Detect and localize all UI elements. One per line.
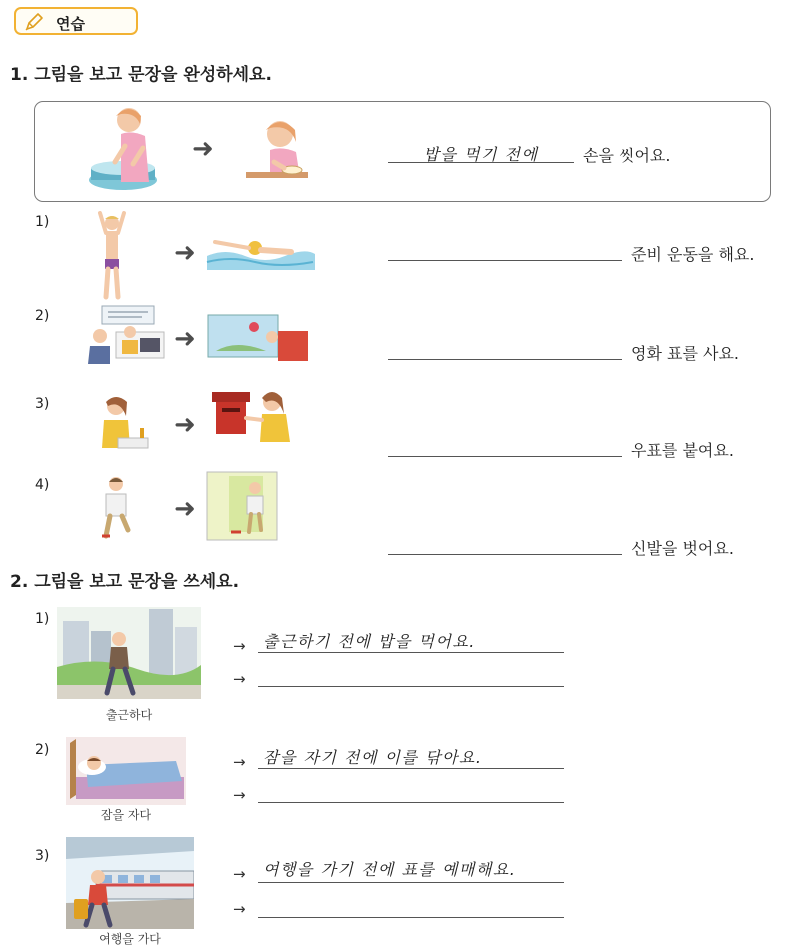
item2-movie-theater-image xyxy=(206,313,310,363)
item1-stretching-image xyxy=(92,211,132,301)
item3-blank-line[interactable] xyxy=(388,456,622,457)
example-hand-washing-image xyxy=(85,102,165,194)
item4-taking-off-shoes-image xyxy=(96,474,134,540)
ex2-item1-example: 출근하기 전에 밥을 먹어요. xyxy=(263,632,476,651)
item3-arrow: ➜ xyxy=(174,410,196,440)
ex2-item1-line-2[interactable] xyxy=(258,686,564,687)
item2-number: 2) xyxy=(35,308,50,324)
example-answer: 밥을 먹기 전에 xyxy=(423,145,539,164)
ex2-item3-number: 3) xyxy=(35,848,50,864)
ex2-item1-arrow-2: → xyxy=(233,670,246,688)
ex2-item1-arrow-1: → xyxy=(233,637,246,655)
example-eating-image xyxy=(240,112,312,184)
example-blank-line xyxy=(388,162,574,163)
ex2-item2-line-2[interactable] xyxy=(258,802,564,803)
item4-arrow: ➜ xyxy=(174,494,196,524)
item2-blank-line[interactable] xyxy=(388,359,622,360)
item2-suffix: 영화 표를 사요. xyxy=(631,344,739,363)
item4-suffix: 신발을 벗어요. xyxy=(631,539,734,558)
item4-blank-line[interactable] xyxy=(388,554,622,555)
item3-mailbox-image xyxy=(210,384,300,446)
item3-writing-letter-image xyxy=(94,392,150,456)
tag-label: 연습 xyxy=(56,15,85,33)
ex2-item2-sleeping-image xyxy=(66,737,186,805)
ex2-item1-commute-image xyxy=(57,607,201,699)
ex2-item3-arrow-1: → xyxy=(233,865,246,883)
ex2-item1-number: 1) xyxy=(35,611,50,627)
item1-swimming-image xyxy=(205,226,315,274)
example-suffix: 손을 씻어요. xyxy=(583,146,671,165)
ex2-item2-arrow-1: → xyxy=(233,753,246,771)
exercise1-title: 1. 그림을 보고 문장을 완성하세요. xyxy=(10,65,272,85)
exercise2-title: 2. 그림을 보고 문장을 쓰세요. xyxy=(10,572,240,592)
ex2-item3-line-1 xyxy=(258,882,564,883)
item1-number: 1) xyxy=(35,214,50,230)
practice-tag xyxy=(14,7,138,35)
item1-blank-line[interactable] xyxy=(388,260,622,261)
item4-entering-home-image xyxy=(205,470,279,542)
ex2-item3-arrow-2: → xyxy=(233,900,246,918)
item1-arrow: ➜ xyxy=(174,238,196,268)
ex2-item2-line-1 xyxy=(258,768,564,769)
ex2-item2-number: 2) xyxy=(35,742,50,758)
item1-suffix: 준비 운동을 해요. xyxy=(631,245,755,264)
item2-arrow: ➜ xyxy=(174,324,196,354)
ex2-item1-caption: 출근하다 xyxy=(105,708,153,722)
item3-number: 3) xyxy=(35,396,50,412)
item2-ticket-counter-image xyxy=(80,302,166,366)
ex2-item3-caption: 여행을 가다 xyxy=(99,932,161,946)
ex2-item2-arrow-2: → xyxy=(233,786,246,804)
example-arrow: ➜ xyxy=(192,134,214,164)
ex2-item3-example: 여행을 가기 전에 표를 예매해요. xyxy=(263,860,517,879)
ex2-item1-line-1 xyxy=(258,652,564,653)
ex2-item2-example: 잠을 자기 전에 이를 닦아요. xyxy=(263,748,483,767)
ex2-item3-travel-image xyxy=(66,837,194,929)
ex2-item2-caption: 잠을 자다 xyxy=(100,808,152,822)
item3-suffix: 우표를 붙여요. xyxy=(631,441,734,460)
pencil-icon xyxy=(24,12,44,32)
item4-number: 4) xyxy=(35,477,50,493)
ex2-item3-line-2[interactable] xyxy=(258,917,564,918)
